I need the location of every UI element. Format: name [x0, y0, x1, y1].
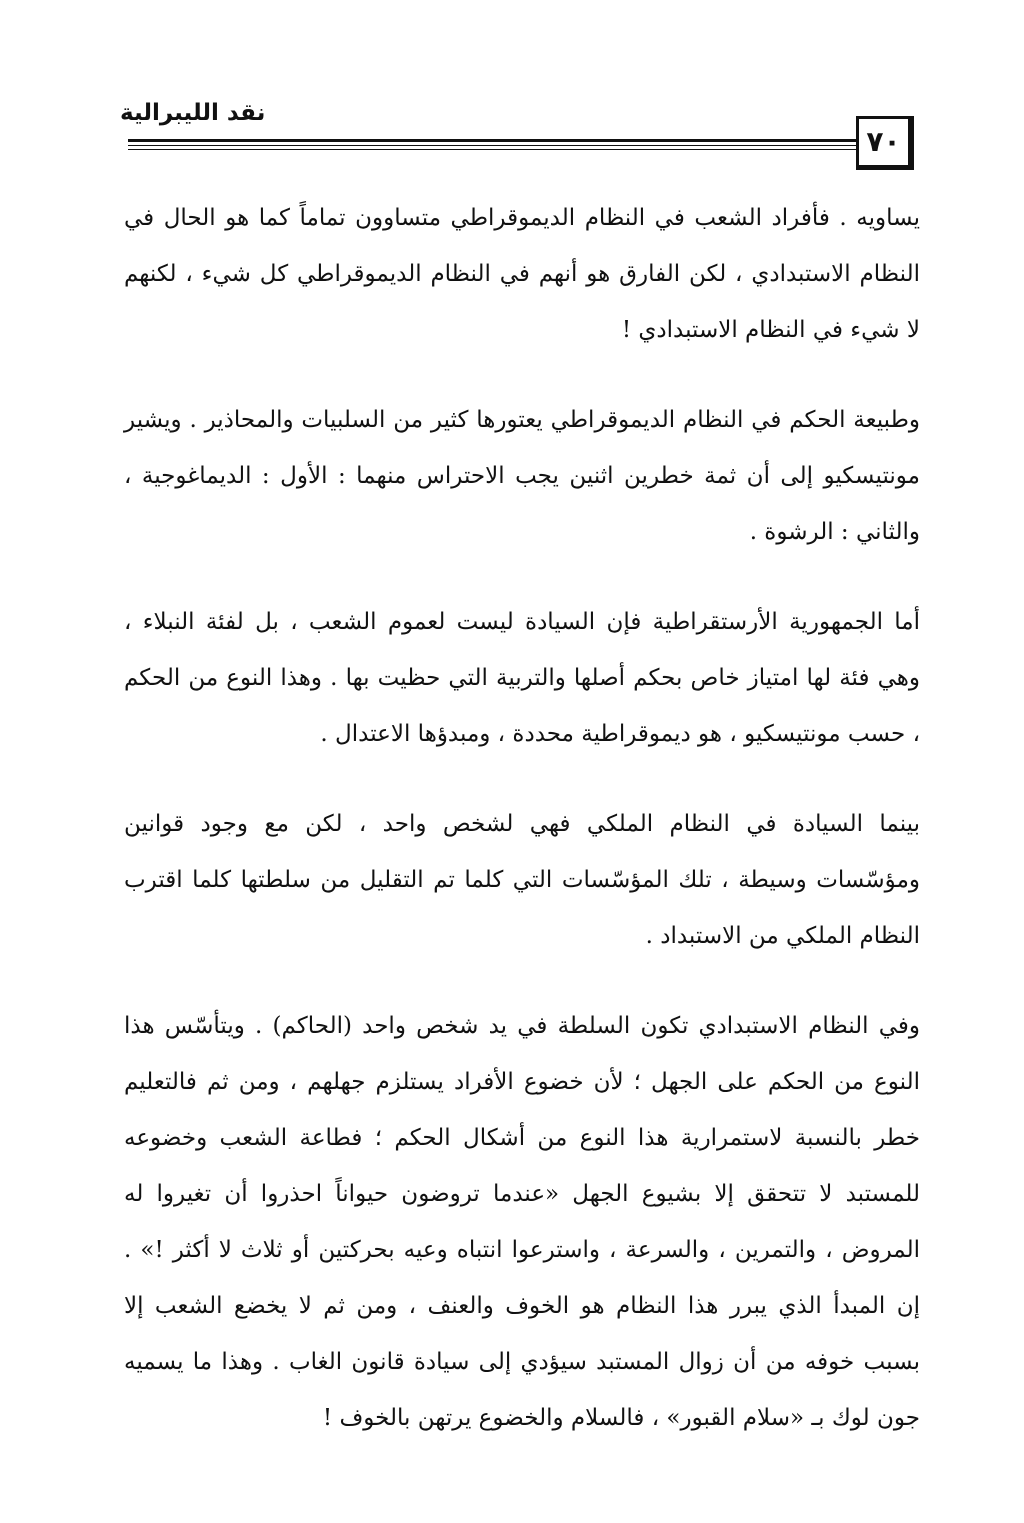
paragraph: وفي النظام الاستبدادي تكون السلطة في يد شخص واحد (الحاكم) . ويتأسّس هذا النوع من الحكم على الجهل ؛ لأن خضوع الأفراد يستلزم جهلهم ، ومن ثم فالتعليم خطر بالنسبة لاستمرارية هذا النوع من أشكال الحكم ؛ فطاعة الشعب وخضوعه للمستبد لا تتحقق إلا بشيوع الجهل «عندما تروضون حيواناً احذروا أن تغيروا له المروض ، والتمرين ، والسرعة ، واسترعوا انتباه وعيه بحركتين أو ثلاث لا أكثر !» . إن المبدأ الذي يبرر هذا النظام هو الخوف والعنف ، ومن ثم لا يخضع الشعب إلا بسبب خوفه من أن زوال المستبد سيؤدي إلى سيادة قانون الغاب . وهذا ما يسميه جون لوك بـ «سلام القبور» ، فالسلام والخضوع يرتهن بالخوف ! — [124, 1013, 920, 1431]
header-rule-thin — [128, 145, 856, 146]
running-header-title: نقد الليبرالية — [120, 100, 266, 126]
paragraph: يساويه . فأفراد الشعب في النظام الديموقراطي متساوون تماماً كما هو الحال في النظام الاستبدادي ، لكن الفارق هو أنهم في النظام الديموقراطي كل شيء ، لكنهم لا شيء في النظام الاستبدادي ! — [124, 205, 920, 343]
body-text — [124, 190, 920, 1446]
paragraph: وطبيعة الحكم في النظام الديموقراطي يعتورها كثير من السلبيات والمحاذير . ويشير مونتيسكيو إلى أن ثمة خطرين اثنين يجب الاحتراس منهما : الأول : الديماغوجية ، والثاني : الرشوة . — [124, 407, 920, 545]
paragraph: أما الجمهورية الأرستقراطية فإن السيادة ليست لعموم الشعب ، بل لفئة النبلاء ، وهي فئة لها امتياز خاص بحكم أصلها والتربية التي حظيت بها . وهذا النوع من الحكم ، حسب مونتيسكيو ، هو ديموقراطية محددة ، ومبدؤها الاعتدال . — [124, 609, 920, 747]
page-number-box — [856, 116, 914, 170]
header-rule-thick — [128, 139, 856, 142]
paragraph: بينما السيادة في النظام الملكي فهي لشخص واحد ، لكن مع وجود قوانين ومؤسّسات وسيطة ، تلك المؤسّسات التي كلما تم التقليل من سلطتها كلما اقترب النظام الملكي من الاستبداد . — [124, 811, 920, 949]
header-rule-thin-lower — [128, 149, 856, 150]
page-number: ٧٠ — [866, 125, 901, 158]
